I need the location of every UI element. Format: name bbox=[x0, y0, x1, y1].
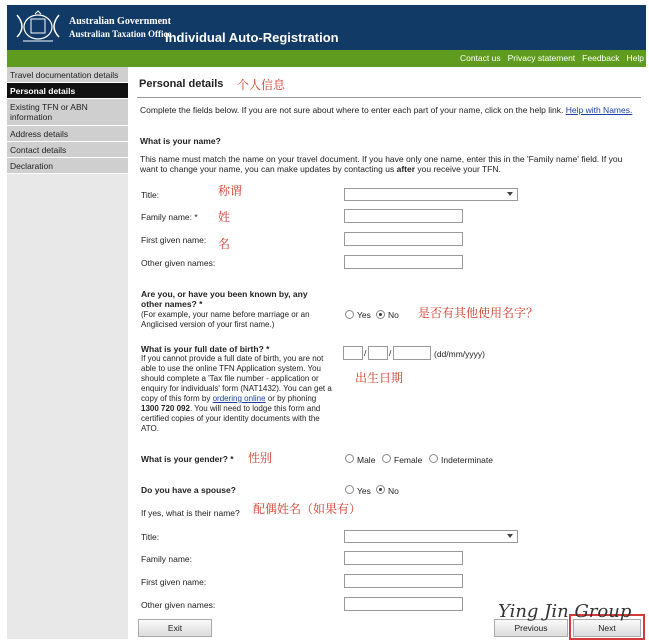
divider bbox=[137, 97, 641, 98]
coat-of-arms-icon bbox=[13, 9, 63, 45]
previous-button[interactable]: Previous bbox=[494, 619, 568, 637]
title-label-zh: 称谓 bbox=[218, 184, 243, 198]
sidebar-item-existing-tfn[interactable]: Existing TFN or ABN information bbox=[7, 99, 128, 126]
family-name-input[interactable] bbox=[344, 209, 463, 223]
known-by-question: Are you, or have you been known by, any other names? * bbox=[141, 289, 308, 309]
spouse-question: Do you have a spouse? bbox=[141, 485, 236, 495]
dob-question: What is your full date of birth? * bbox=[141, 344, 270, 354]
dob-note bbox=[141, 354, 333, 434]
sidebar-item-address-details[interactable]: Address details bbox=[7, 126, 128, 142]
help-link[interactable]: Help bbox=[626, 53, 644, 63]
known-no-radio[interactable] bbox=[376, 310, 385, 319]
dob-day-input[interactable] bbox=[343, 346, 363, 360]
dob-month-input[interactable] bbox=[368, 346, 388, 360]
date-separator: / bbox=[389, 348, 392, 358]
gender-indeterminate-label: Indeterminate bbox=[441, 455, 493, 465]
known-yes-radio[interactable] bbox=[345, 310, 354, 319]
dob-note-part2: or by phoning bbox=[267, 394, 317, 403]
spouse-first-input[interactable] bbox=[344, 574, 463, 588]
gender-female-radio[interactable] bbox=[382, 454, 391, 463]
spouse-yes-label: Yes bbox=[357, 486, 371, 496]
first-name-input[interactable] bbox=[344, 232, 463, 246]
dob-year-input[interactable] bbox=[393, 346, 431, 360]
help-with-names-link[interactable]: Help with Names. bbox=[565, 105, 633, 115]
ordering-online-link[interactable]: ordering online bbox=[212, 394, 266, 403]
spouse-no-label: No bbox=[388, 486, 399, 496]
spouse-other-label: Other given names: bbox=[141, 600, 216, 610]
family-name-label: Family name: * bbox=[141, 212, 198, 222]
known-by-note: (For example, your name before marriage or an Anglicised version of your first name.) bbox=[141, 310, 310, 329]
next-button[interactable]: Next bbox=[573, 619, 641, 637]
gender-male-radio[interactable] bbox=[345, 454, 354, 463]
gov-name: Australian Government bbox=[69, 16, 171, 27]
spouse-name-zh: 配偶姓名（如果有） bbox=[253, 502, 362, 516]
known-yes-label: Yes bbox=[357, 310, 371, 320]
spouse-family-input[interactable] bbox=[344, 551, 463, 565]
privacy-link[interactable]: Privacy statement bbox=[507, 53, 576, 63]
spouse-family-label: Family name: bbox=[141, 554, 193, 564]
sidebar-item-contact-details[interactable]: Contact details bbox=[7, 142, 128, 158]
spouse-name-question: If yes, what is their name? bbox=[141, 508, 240, 518]
gender-zh: 性别 bbox=[248, 451, 273, 465]
first-name-zh: 名 bbox=[218, 237, 231, 251]
gender-male-label: Male bbox=[357, 455, 376, 465]
sidebar-item-declaration[interactable]: Declaration bbox=[7, 158, 128, 174]
known-by-zh: 是否有其他使用名字？ bbox=[418, 306, 539, 320]
name-note-after: after bbox=[396, 164, 416, 174]
agency-name: Australian Taxation Office bbox=[69, 29, 172, 39]
sidebar-item-personal-details[interactable]: Personal details bbox=[7, 83, 128, 99]
intro-text bbox=[140, 105, 640, 115]
top-nav bbox=[7, 50, 646, 67]
chevron-down-icon bbox=[507, 192, 513, 196]
other-names-label: Other given names: bbox=[141, 258, 216, 268]
gender-question: What is your gender? * bbox=[141, 454, 234, 464]
known-no-label: No bbox=[388, 310, 399, 320]
dob-note-part1: If you cannot provide a full date of birth, you are not able to use the online TFN Application system. You should complete a 'Tax file number - application or enquiry for individuals' form (NAT1432). You can get a copy of this form by bbox=[141, 354, 332, 403]
spouse-title-label: Title: bbox=[141, 532, 160, 542]
dob-format-hint: (dd/mm/yyyy) bbox=[434, 349, 485, 359]
name-question: What is your name? bbox=[140, 136, 221, 146]
app-header bbox=[7, 5, 646, 50]
contact-us-link[interactable]: Contact us bbox=[459, 53, 501, 63]
title-select[interactable] bbox=[344, 188, 518, 201]
main-content bbox=[133, 67, 643, 642]
page-title-zh: 个人信息 bbox=[237, 78, 286, 92]
date-separator: / bbox=[364, 348, 367, 358]
first-name-label: First given name: bbox=[141, 235, 207, 245]
other-names-input[interactable] bbox=[344, 255, 463, 269]
feedback-link[interactable]: Feedback bbox=[582, 53, 620, 63]
sidebar bbox=[7, 67, 128, 639]
intro-text-body: Complete the fields below. If you are not sure about where to enter each part of your name, click on the help link. bbox=[140, 105, 564, 115]
name-note bbox=[140, 154, 642, 174]
app-title: Individual Auto-Registration bbox=[165, 30, 339, 45]
spouse-other-input[interactable] bbox=[344, 597, 463, 611]
spouse-no-radio[interactable] bbox=[376, 485, 385, 494]
dob-phone: 1300 720 092 bbox=[141, 404, 190, 413]
sidebar-item-travel-documentation[interactable]: Travel documentation details bbox=[7, 67, 128, 83]
spouse-yes-radio[interactable] bbox=[345, 485, 354, 494]
spouse-title-select[interactable] bbox=[344, 530, 518, 543]
exit-button[interactable]: Exit bbox=[138, 619, 212, 637]
spouse-first-label: First given name: bbox=[141, 577, 207, 587]
dob-note-part3: . You will need to lodge this form and certified copies of your identity documents with the ATO. bbox=[141, 404, 321, 433]
name-note-part2: you receive your TFN. bbox=[417, 164, 501, 174]
title-label: Title: bbox=[141, 190, 160, 200]
name-note-part1: This name must match the name on your travel document. If you have only one name, enter this in the 'Family name' field. If you want to change your name, you can make updates by contacting us bbox=[140, 154, 623, 174]
watermark: Ying Jin Group bbox=[498, 601, 632, 622]
chevron-down-icon bbox=[507, 534, 513, 538]
gender-indeterminate-radio[interactable] bbox=[429, 454, 438, 463]
family-name-zh: 姓 bbox=[218, 210, 231, 224]
gender-female-label: Female bbox=[394, 455, 423, 465]
dob-zh: 出生日期 bbox=[355, 371, 404, 385]
page-title: Personal details bbox=[139, 78, 224, 90]
